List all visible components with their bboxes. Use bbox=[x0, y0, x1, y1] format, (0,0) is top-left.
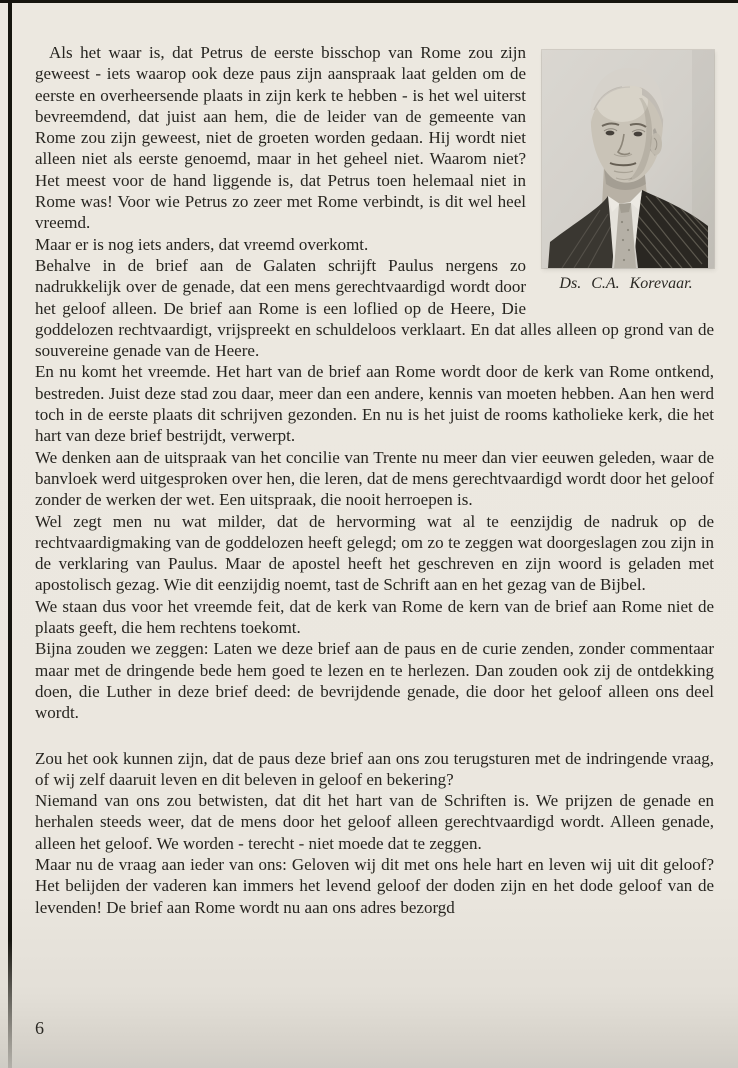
portrait-caption: Ds. C.A. Korevaar. bbox=[559, 275, 693, 292]
page-top-edge-line bbox=[0, 0, 738, 3]
page-number: 6 bbox=[35, 1018, 44, 1038]
portrait-illustration bbox=[542, 50, 714, 268]
paragraph: Wel zegt men nu wat milder, dat de hervorming wat al te eenzijdig de nadruk op de rechtvaardigmaking van de goddelozen heeft gelegd; om zo te zeggen wat doorgeslagen zou zijn in de verklaring van Paulus. Maar de apostel heeft het geschreven en zijn woord is geladen met apostolisch gezag. Wie dit eenzijdig noemt, tast de Schrift aan en het gezag van de Bijbel. bbox=[35, 511, 714, 595]
portrait-figure bbox=[538, 50, 714, 293]
paragraph: Niemand van ons zou betwisten, dat dit het hart van de Schriften is. We prijzen de genade en herhalen steeds weer, dat de mens door het geloof alleen gerechtvaardigd wordt. Alleen genade, alleen het geloof. We worden - terecht - niet moede dat te zeggen. bbox=[35, 791, 714, 853]
paragraph: We staan dus voor het vreemde feit, dat de kerk van Rome de kern van de brief aan Rome niet de plaats geeft, die hem rechtens toekomt. bbox=[35, 596, 714, 638]
paragraph: Maar er is nog iets anders, dat vreemd overkomt. bbox=[35, 234, 369, 254]
page-left-edge-line bbox=[8, 0, 12, 1068]
paragraph: Als het waar is, dat Petrus de eerste bisschop van Rome zou zijn geweest - iets waarop ook deze paus zijn aanspraak laat gelden om de eerste en overheersende plaats in zijn kerk te hebben - is het wel uiterst bevreemdend, dat juist aan hem, die de leider van de gemeente van Rome zou zijn geweest, niet de groeten worden gedaan. Hij wordt niet alleen niet als eerste genoemd, maar in het geheel niet. Waarom niet? Het meest voor de hand liggende is, dat Petrus toen helemaal niet in Rome was! Voor wie Petrus zo zeer met Rome verbindt, is dit wel heel vreemd. bbox=[35, 43, 526, 233]
paragraph: We denken aan de uitspraak van het concilie van Trente nu meer dan vier eeuwen geleden, waar de banvloek werd uitgesproken over hen, die leren, dat de mens gerechtvaardigd wordt door het geloof zonder de werken der wet. Een uitspraak, die nooit herroepen is. bbox=[35, 447, 714, 510]
paragraph: Behalve in de brief aan de Galaten schrijft Paulus nergens zo nadrukkelijk over de genade, dat een mens gerechtvaardigd wordt door het geloof alleen. De brief aan Rome is een loflied op de Heere, Die goddelozen rechtvaardigt, vrijspreekt en schuldeloos verklaart. En dat alles alleen op grond van de souvereine genade van de Heere. bbox=[35, 255, 714, 361]
article-body bbox=[35, 42, 714, 918]
paragraph: Maar nu de vraag aan ieder van ons: Geloven wij dit met ons hele hart en leven wij uit dit geloof? Het belijden der vaderen kan immers het levend geloof der doden zijn en het dode geloof van de levenden! De brief aan Rome wordt nu aan ons adres bezorgd bbox=[35, 854, 714, 917]
paragraph: Zou het ook kunnen zijn, dat de paus deze brief aan ons zou terugsturen met de indringende vraag, of wij zelf daaruit leven en dit beleven in geloof en bekering? bbox=[35, 748, 714, 789]
paragraph: Bijna zouden we zeggen: Laten we deze brief aan de paus en de curie zenden, zonder commentaar maar met de dringende bede hem goed te lezen en te herlezen. Dan zouden ook zij de ontdekking doen, die Luther in deze brief deed: de bevrijdende genade, die door het geloof alleen ons deel wordt. bbox=[35, 639, 714, 723]
portrait-photo bbox=[542, 50, 714, 268]
paragraph: En nu komt het vreemde. Het hart van de brief aan Rome wordt door de kerk van Rome ontkend, bestreden. Juist deze stad zou daar, meer dan een andere, kennis van moeten hebben. Aan hen werd toch in de eerste plaats dit schrijven gezonden. En nu is het juist de rooms katholieke kerk, die het hart van deze brief bestrijdt, verwerpt. bbox=[35, 362, 714, 446]
